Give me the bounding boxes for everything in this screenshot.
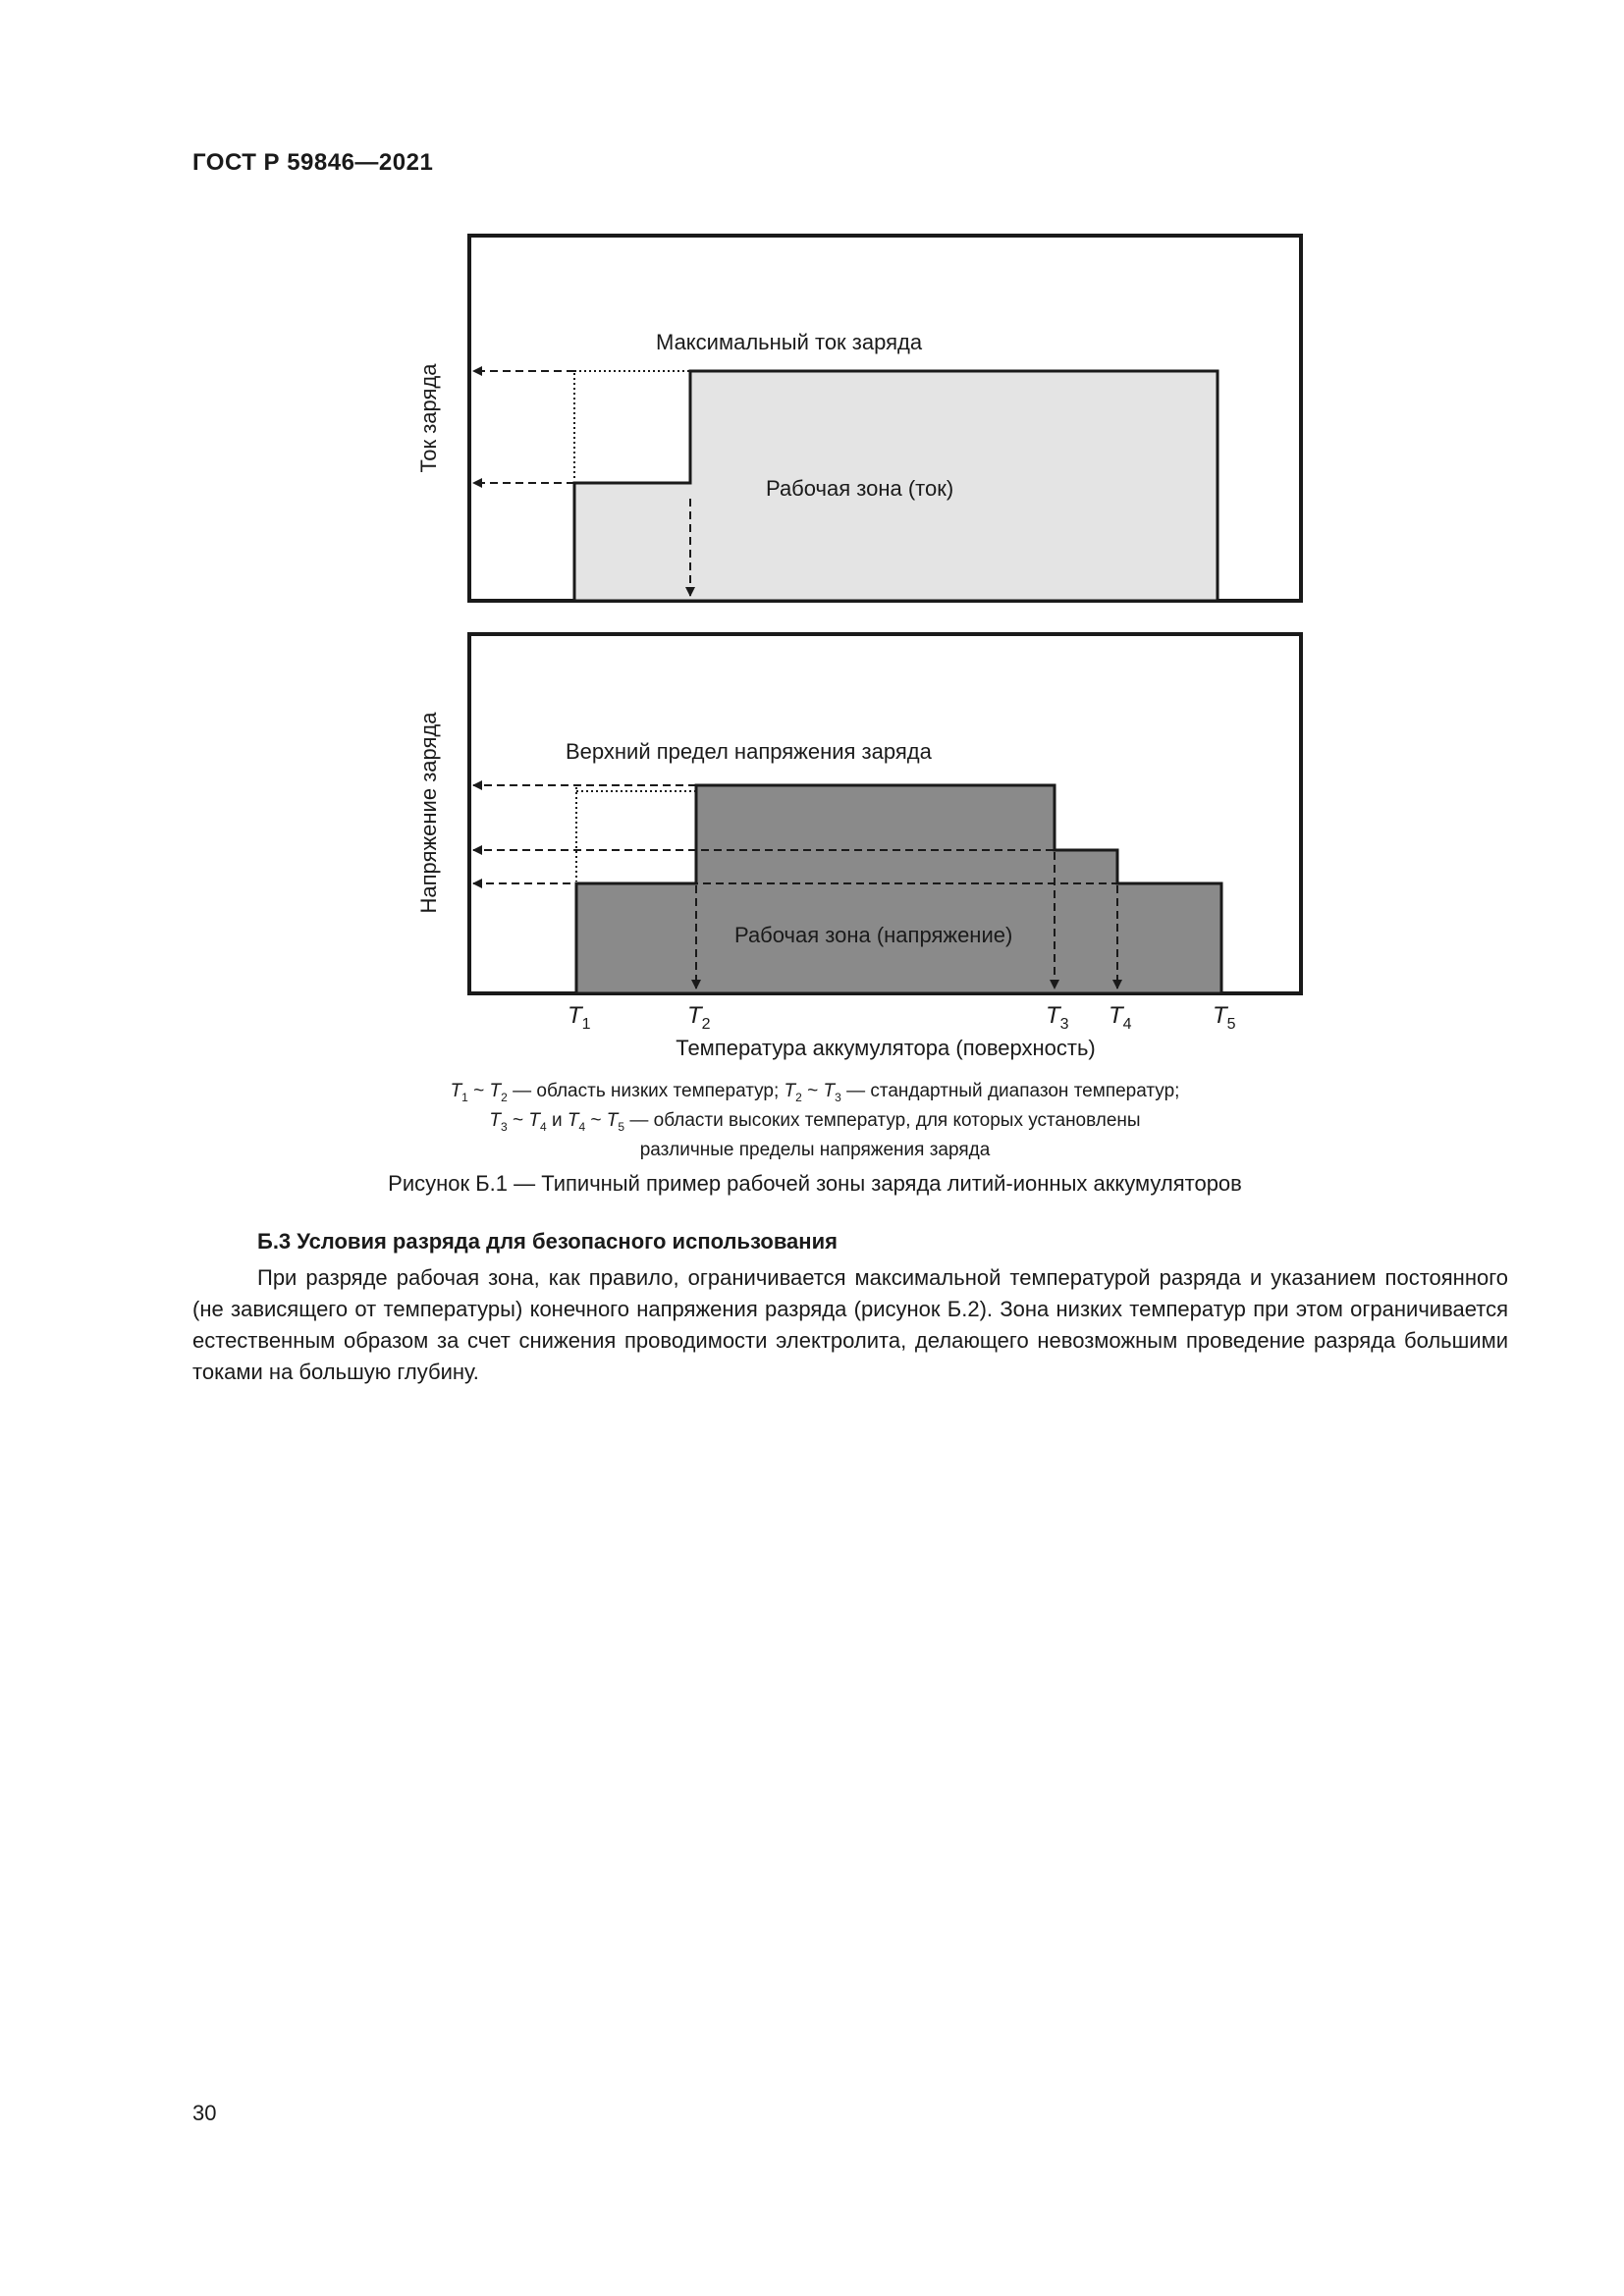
tick-t1: $T_1$ — [568, 1002, 591, 1033]
max-current-label: Максимальный ток заряда — [656, 330, 923, 354]
tick-t2: $T_2$ — [687, 1002, 711, 1033]
document-code: ГОСТ Р 59846—2021 — [192, 149, 434, 176]
upper-voltage-label: Верхний предел напряжения заряда — [566, 739, 932, 764]
voltage-axis-label: Напряжение заряда — [416, 712, 441, 914]
notes-line-1: $T_1$ ~ $T_2$ — область низких температур; $T_2$ ~ $T_3$ — стандартный диапазон температур; — [450, 1081, 1180, 1104]
current-zone-label: Рабочая зона (ток) — [766, 476, 954, 501]
voltage-zone — [576, 785, 1221, 993]
x-ticks — [568, 1002, 1236, 1033]
notes-line-2: $T_3$ ~ $T_4$ и $T_4$ ~ $T_5$ — области высоких температур, для которых установлены — [489, 1109, 1141, 1134]
tick-t3: $T_3$ — [1046, 1002, 1069, 1033]
voltage-zone-label: Рабочая зона (напряжение) — [734, 923, 1013, 947]
figure-notes — [324, 1080, 1306, 1162]
tick-t5: $T_5$ — [1213, 1002, 1236, 1033]
bottom-panel — [416, 634, 1301, 993]
x-axis-label: Температура аккумулятора (поверхность) — [676, 1036, 1096, 1060]
section-heading: Б.3 Условия разряда для безопасного использования — [257, 1229, 838, 1254]
tick-t4: $T_4$ — [1109, 1002, 1132, 1033]
current-axis-label: Ток заряда — [416, 363, 441, 473]
section-paragraph: При разряде рабочая зона, как правило, ограничивается максимальной температурой разряда и указанием постоянного (не зависящего от температуры) конечного напряжения разряда (рисунок Б.2). Зона низких температур при этом ограничивается естественным образом за счет снижения проводимости электролита, делающего невозможным проведение разряда большими токами на большую глубину. — [192, 1265, 1508, 1384]
page-number: 30 — [192, 2101, 217, 2125]
notes-line-3: различные пределы напряжения заряда — [639, 1139, 991, 1160]
figure-caption: Рисунок Б.1 — Типичный пример рабочей зоны заряда литий-ионных аккумуляторов — [388, 1171, 1242, 1196]
top-panel — [416, 236, 1301, 601]
figure-charging-zone — [0, 0, 1624, 1080]
